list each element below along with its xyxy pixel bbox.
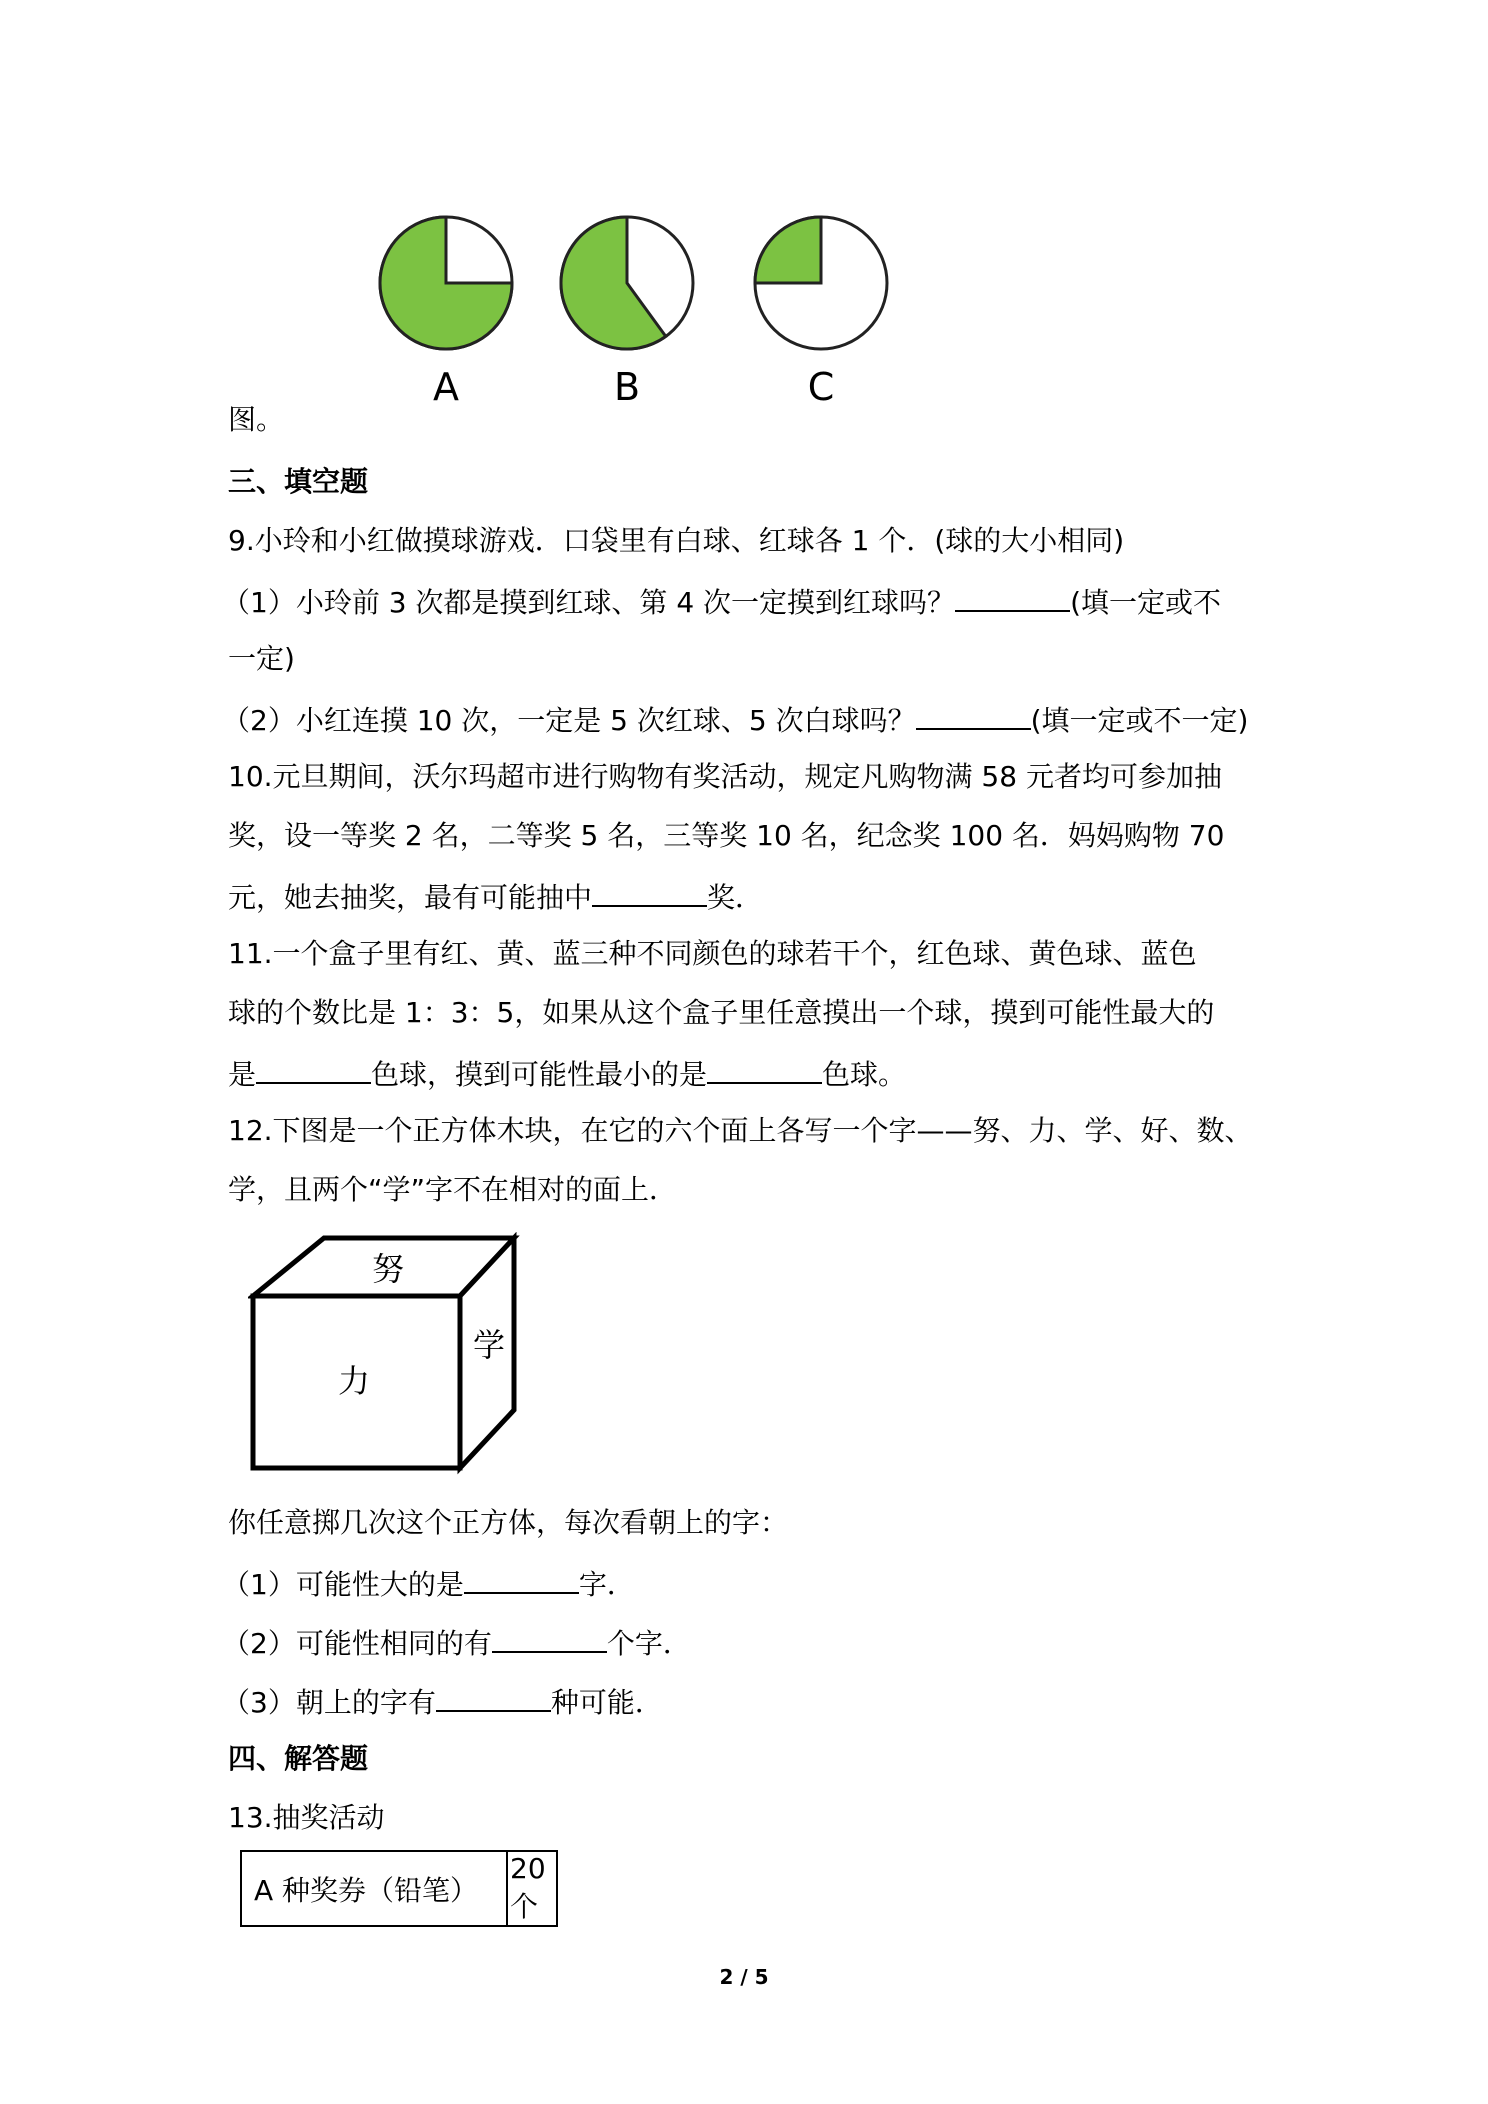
table-cell: A 种奖券（铅笔） (241, 1851, 507, 1926)
q10-line2: 奖，设一等奖 2 名，二等奖 5 名，三等奖 10 名，纪念奖 100 名．妈妈购物 70 (228, 819, 1225, 852)
pie-charts (370, 215, 910, 365)
q11-line1: 11.一个盒子里有红、黄、蓝三种不同颜色的球若干个，红色球、黄色球、蓝色 (228, 937, 1197, 970)
answer-blank[interactable] (436, 1680, 551, 1712)
answer-blank[interactable] (256, 1052, 371, 1084)
answer-blank[interactable] (955, 580, 1070, 612)
q12-part1-text: （1）可能性大的是 (222, 1568, 464, 1601)
q9-part2-hint: (填一定或不一定) (1030, 704, 1249, 737)
pie-figure (370, 215, 910, 415)
q10-line3-text: 元，她去抽奖，最有可能抽中 (228, 881, 593, 914)
q11-line3-c: 色球。 (822, 1058, 907, 1091)
q12-line2: 学，且两个“学”字不在相对的面上． (228, 1173, 678, 1206)
pie-label-a: A (433, 365, 459, 409)
q10-line1: 10.元旦期间，沃尔玛超市进行购物有奖活动，规定凡购物满 58 元者均可参加抽 (228, 760, 1222, 793)
answer-blank[interactable] (464, 1562, 579, 1594)
figure-caption-tail: 图。 (228, 403, 285, 436)
q11-line3-b: 色球，摸到可能性最小的是 (371, 1058, 708, 1091)
q9-part1 (222, 580, 1221, 623)
page-number: 2 / 5 (719, 1965, 769, 1989)
table-row (241, 1851, 557, 1926)
q9-part1-text: （1）小玲前 3 次都是摸到红球、第 4 次一定摸到红球吗？ (222, 586, 956, 619)
q12-prompt: 你任意掷几次这个正方体，每次看朝上的字： (228, 1506, 789, 1539)
cube-front-char: 力 (337, 1362, 371, 1400)
answer-blank[interactable] (916, 698, 1031, 730)
answer-blank[interactable] (592, 875, 707, 907)
prize-table (240, 1850, 558, 1927)
q12-part3 (222, 1680, 663, 1723)
q12-line1: 12.下图是一个正方体木块，在它的六个面上各写一个字——努、力、学、好、数、 (228, 1114, 1253, 1147)
answer-blank[interactable] (492, 1621, 607, 1653)
q9-part2 (222, 698, 1248, 741)
table-cell: 20 个 (507, 1851, 557, 1926)
cube-side-char: 学 (472, 1326, 506, 1364)
section-4-heading: 四、解答题 (228, 1742, 369, 1775)
q11-line3-a: 是 (228, 1058, 257, 1091)
pie-label-b: B (613, 365, 641, 409)
q12-part3-end: 种可能． (550, 1686, 663, 1719)
answer-blank[interactable] (707, 1052, 822, 1084)
pie-slice-green (755, 217, 821, 283)
q11-line2: 球的个数比是 1：3：5，如果从这个盒子里任意摸出一个球，摸到可能性最大的 (228, 996, 1215, 1029)
q12-part1-end: 字． (578, 1568, 635, 1601)
pie-label-c: C (807, 365, 835, 409)
q9-part2-text: （2）小红连摸 10 次，一定是 5 次红球、5 次白球吗？ (222, 704, 916, 737)
q12-part2 (222, 1621, 691, 1664)
cube-figure (248, 1232, 528, 1482)
q9-part1-hint: (填一定或不 (1070, 586, 1221, 619)
q12-part3-text: （3）朝上的字有 (222, 1686, 436, 1719)
cube-top-char: 努 (371, 1250, 405, 1288)
q10-line3 (228, 875, 763, 918)
q10-line3-end: 奖． (707, 881, 764, 914)
q9-intro: 9.小玲和小红做摸球游戏．口袋里有白球、红球各 1 个．(球的大小相同) (228, 524, 1125, 557)
q9-part1-cont: 一定) (228, 642, 295, 675)
q12-part2-end: 个字． (606, 1627, 691, 1660)
q12-part2-text: （2）可能性相同的有 (222, 1627, 492, 1660)
q11-line3 (228, 1052, 906, 1095)
q13-title: 13.抽奖活动 (228, 1801, 385, 1834)
q12-part1 (222, 1562, 635, 1605)
section-3-heading: 三、填空题 (228, 465, 369, 498)
